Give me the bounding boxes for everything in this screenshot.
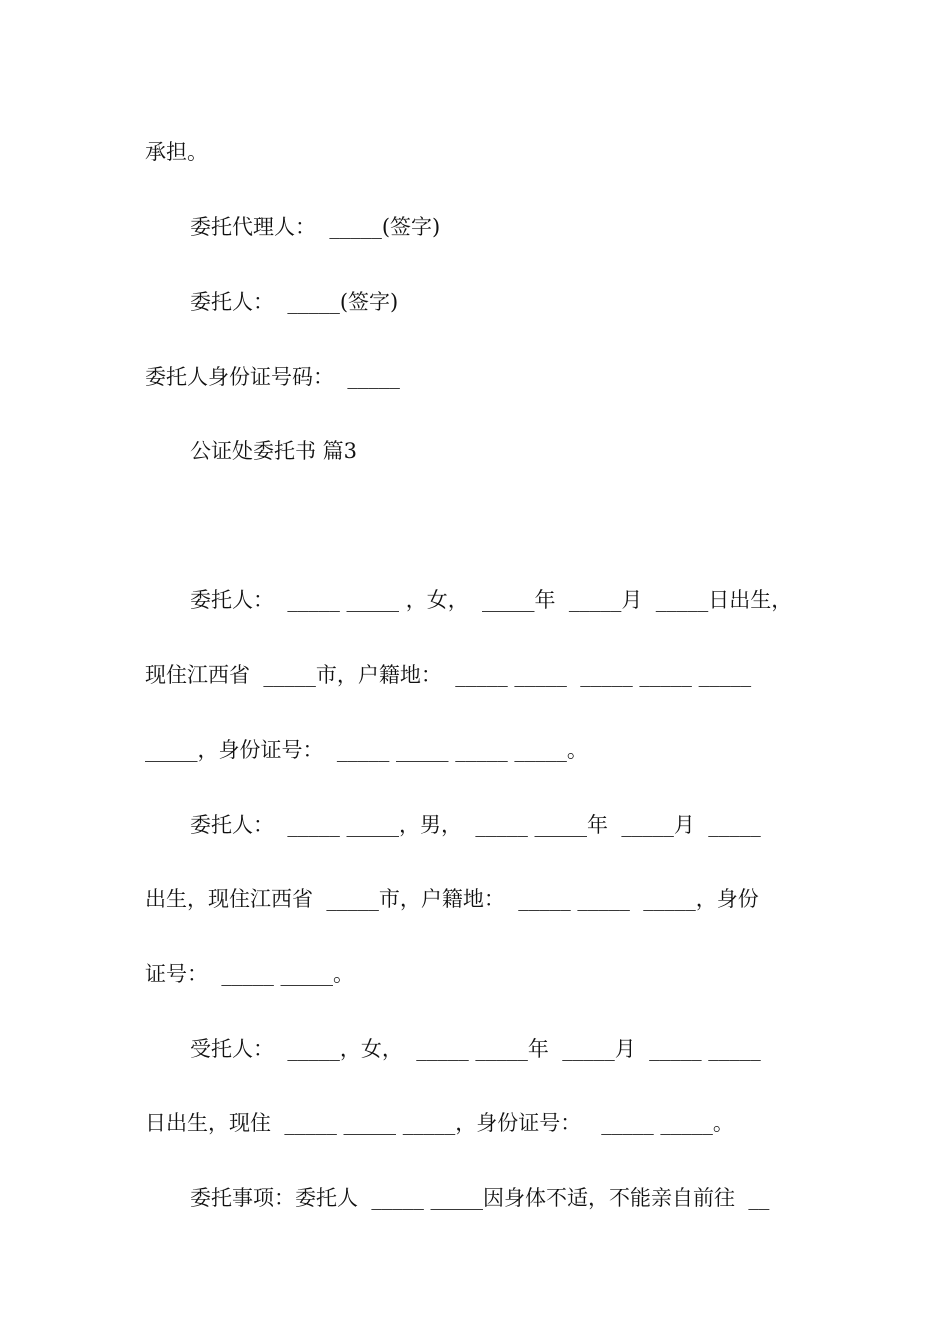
principal-2-line-3: 证号： _____ _____。 xyxy=(145,962,355,986)
section-heading: 公证处委托书 篇3 xyxy=(190,439,358,463)
principal-1-line-2: 现住江西省 _____市，户籍地： _____ _____ _____ _____ _____ xyxy=(145,663,752,687)
principal-id-number-line: 委托人身份证号码： _____ xyxy=(145,365,400,389)
agent-signature-line: 委托代理人： _____(签字) xyxy=(190,215,441,239)
principal-signature-line: 委托人： _____(签字) xyxy=(190,290,399,314)
principal-2-line-2: 出生，现住江西省 _____市，户籍地： _____ _____ _____，身份 xyxy=(145,887,759,911)
principal-1-line-1: 委托人： _____ _____ ，女， _____年 _____月 _____日出生， xyxy=(190,588,793,612)
entrusted-matters-line: 委托事项：委托人 _____ _____因身体不适，不能亲自前往 __ xyxy=(190,1186,770,1210)
agent-line-2: 日出生，现住 _____ _____ _____，身份证号： _____ _____。 xyxy=(145,1111,734,1135)
text-line-continuation: 承担。 xyxy=(145,140,208,164)
principal-1-line-3: _____，身份证号： _____ _____ _____ _____。 xyxy=(145,738,588,762)
principal-2-line-1: 委托人： _____ _____，男， _____ _____年 _____月 _____ xyxy=(190,813,761,837)
agent-line-1: 受托人： _____，女， _____ _____年 _____月 _____ _____ xyxy=(190,1037,761,1061)
